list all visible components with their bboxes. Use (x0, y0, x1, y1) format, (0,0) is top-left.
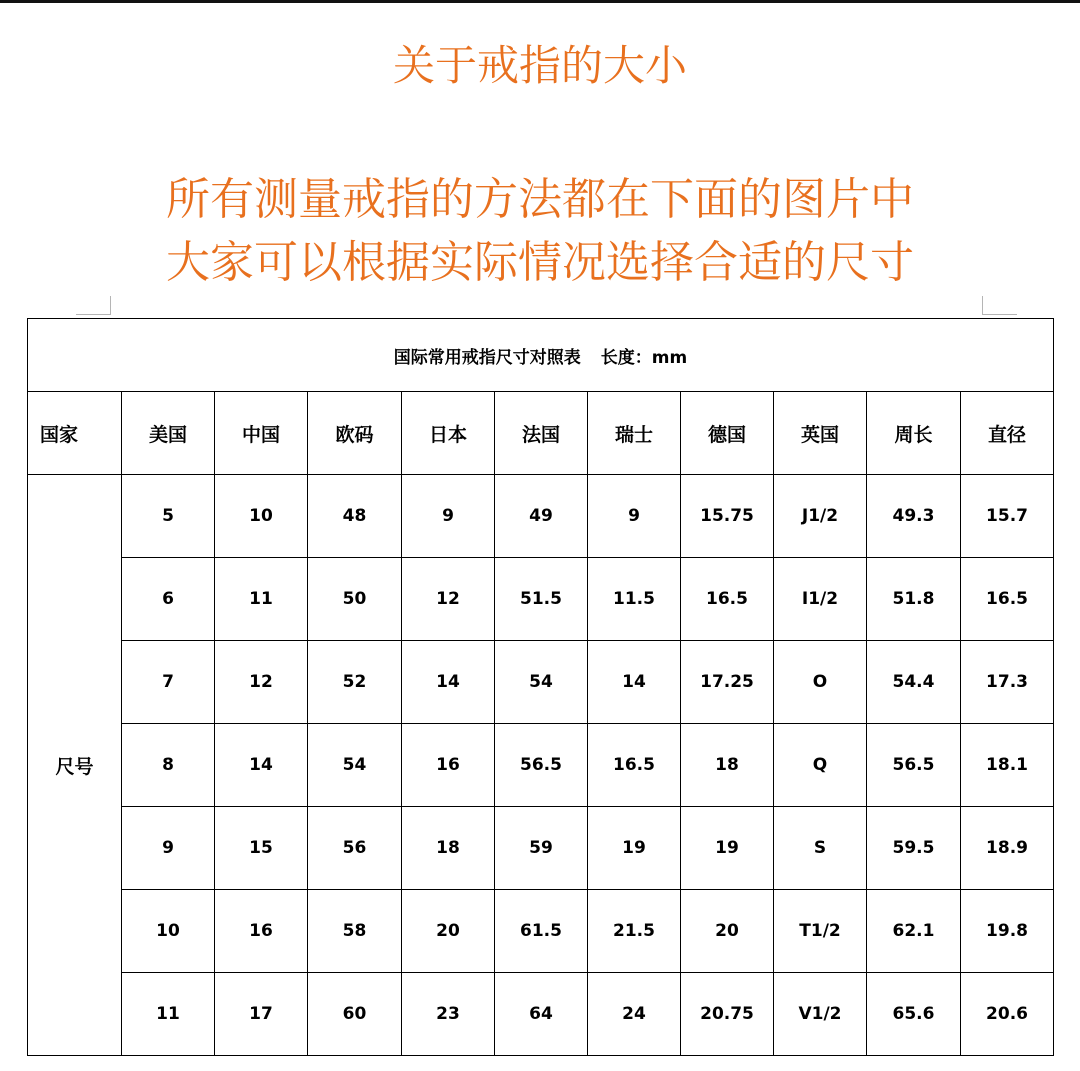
table-cell: 16.5 (588, 724, 681, 807)
table-cell: I1/2 (774, 558, 867, 641)
table-cell: 15.7 (961, 475, 1054, 558)
table-cell: 17.3 (961, 641, 1054, 724)
table-row (28, 558, 1054, 641)
table-caption-title: 国际常用戒指尺寸对照表 (393, 347, 581, 368)
header-cell: 日本 (402, 392, 495, 475)
table-cell: 52 (308, 641, 402, 724)
table-cell: 10 (122, 890, 215, 973)
page-title: 关于戒指的大小 (392, 41, 687, 90)
table-row (28, 724, 1054, 807)
header-cell: 中国 (215, 392, 308, 475)
table-cell: V1/2 (774, 973, 867, 1056)
table-cell: 56.5 (867, 724, 961, 807)
page-corner-mark-left (76, 296, 111, 315)
table-cell: 61.5 (495, 890, 588, 973)
table-cell: 18 (681, 724, 774, 807)
table-cell: 49.3 (867, 475, 961, 558)
table-cell: 17 (215, 973, 308, 1056)
header-cell: 瑞士 (588, 392, 681, 475)
table-cell: 59.5 (867, 807, 961, 890)
table-caption (28, 319, 1054, 392)
table-cell: 23 (402, 973, 495, 1056)
subtitle-line-1: 所有测量戒指的方法都在下面的图片中 (166, 174, 914, 225)
table-cell: S (774, 807, 867, 890)
table-cell: 54 (495, 641, 588, 724)
table-cell: 19 (588, 807, 681, 890)
table-cell: 64 (495, 973, 588, 1056)
table-cell: 51.5 (495, 558, 588, 641)
table-cell: 56 (308, 807, 402, 890)
table-cell: 60 (308, 973, 402, 1056)
table-cell: 21.5 (588, 890, 681, 973)
table-cell: 7 (122, 641, 215, 724)
table-cell: 11.5 (588, 558, 681, 641)
table-header-row (28, 392, 1054, 475)
table-cell: T1/2 (774, 890, 867, 973)
header-cell: 直径 (961, 392, 1054, 475)
header-cell: 美国 (122, 392, 215, 475)
table-cell: 9 (122, 807, 215, 890)
table-cell: 20 (681, 890, 774, 973)
table-cell: 58 (308, 890, 402, 973)
table-cell: 16 (215, 890, 308, 973)
table-cell: 9 (588, 475, 681, 558)
page-corner-mark-right (982, 296, 1017, 315)
table-cell: 56.5 (495, 724, 588, 807)
table-cell: 9 (402, 475, 495, 558)
header-cell: 英国 (774, 392, 867, 475)
table-cell: 20.75 (681, 973, 774, 1056)
table-cell: 18.9 (961, 807, 1054, 890)
header-cell: 法国 (495, 392, 588, 475)
table-cell: 10 (215, 475, 308, 558)
table-cell: 16 (402, 724, 495, 807)
table-cell: 6 (122, 558, 215, 641)
table-cell: 54 (308, 724, 402, 807)
table-cell: 11 (122, 973, 215, 1056)
table-cell: 12 (402, 558, 495, 641)
table-cell: 54.4 (867, 641, 961, 724)
table-cell: 19.8 (961, 890, 1054, 973)
table-row (28, 641, 1054, 724)
table-caption-row (28, 319, 1054, 392)
table-row (28, 475, 1054, 558)
table-cell: 17.25 (681, 641, 774, 724)
header-cell-country: 国家 (28, 392, 122, 475)
table-cell: 12 (215, 641, 308, 724)
table-row (28, 973, 1054, 1056)
table-cell: 49 (495, 475, 588, 558)
header-cell: 德国 (681, 392, 774, 475)
table-cell: 11 (215, 558, 308, 641)
row-label-size: 尺号 (28, 475, 122, 1056)
table-cell: 5 (122, 475, 215, 558)
table-cell: 19 (681, 807, 774, 890)
table-cell: 16.5 (681, 558, 774, 641)
table-cell: O (774, 641, 867, 724)
table-cell: J1/2 (774, 475, 867, 558)
table-cell: 48 (308, 475, 402, 558)
table-row (28, 807, 1054, 890)
table-cell: 20.6 (961, 973, 1054, 1056)
table-cell: 15.75 (681, 475, 774, 558)
table-cell: 62.1 (867, 890, 961, 973)
table-cell: 8 (122, 724, 215, 807)
table-cell: 14 (402, 641, 495, 724)
header-cell: 欧码 (308, 392, 402, 475)
table-cell: 14 (588, 641, 681, 724)
subtitle-line-2: 大家可以根据实际情况选择合适的尺寸 (166, 237, 914, 288)
table-cell: 20 (402, 890, 495, 973)
table-caption-unit: 长度：mm (600, 347, 688, 368)
table-cell: 65.6 (867, 973, 961, 1056)
table-cell: Q (774, 724, 867, 807)
table-cell: 18.1 (961, 724, 1054, 807)
table-row (28, 890, 1054, 973)
top-rule (0, 0, 1080, 3)
table-cell: 51.8 (867, 558, 961, 641)
table-cell: 59 (495, 807, 588, 890)
ring-size-table (27, 318, 1054, 1056)
table-cell: 15 (215, 807, 308, 890)
table-cell: 18 (402, 807, 495, 890)
header-cell: 周长 (867, 392, 961, 475)
table-cell: 24 (588, 973, 681, 1056)
table-cell: 14 (215, 724, 308, 807)
table-cell: 50 (308, 558, 402, 641)
table-cell: 16.5 (961, 558, 1054, 641)
